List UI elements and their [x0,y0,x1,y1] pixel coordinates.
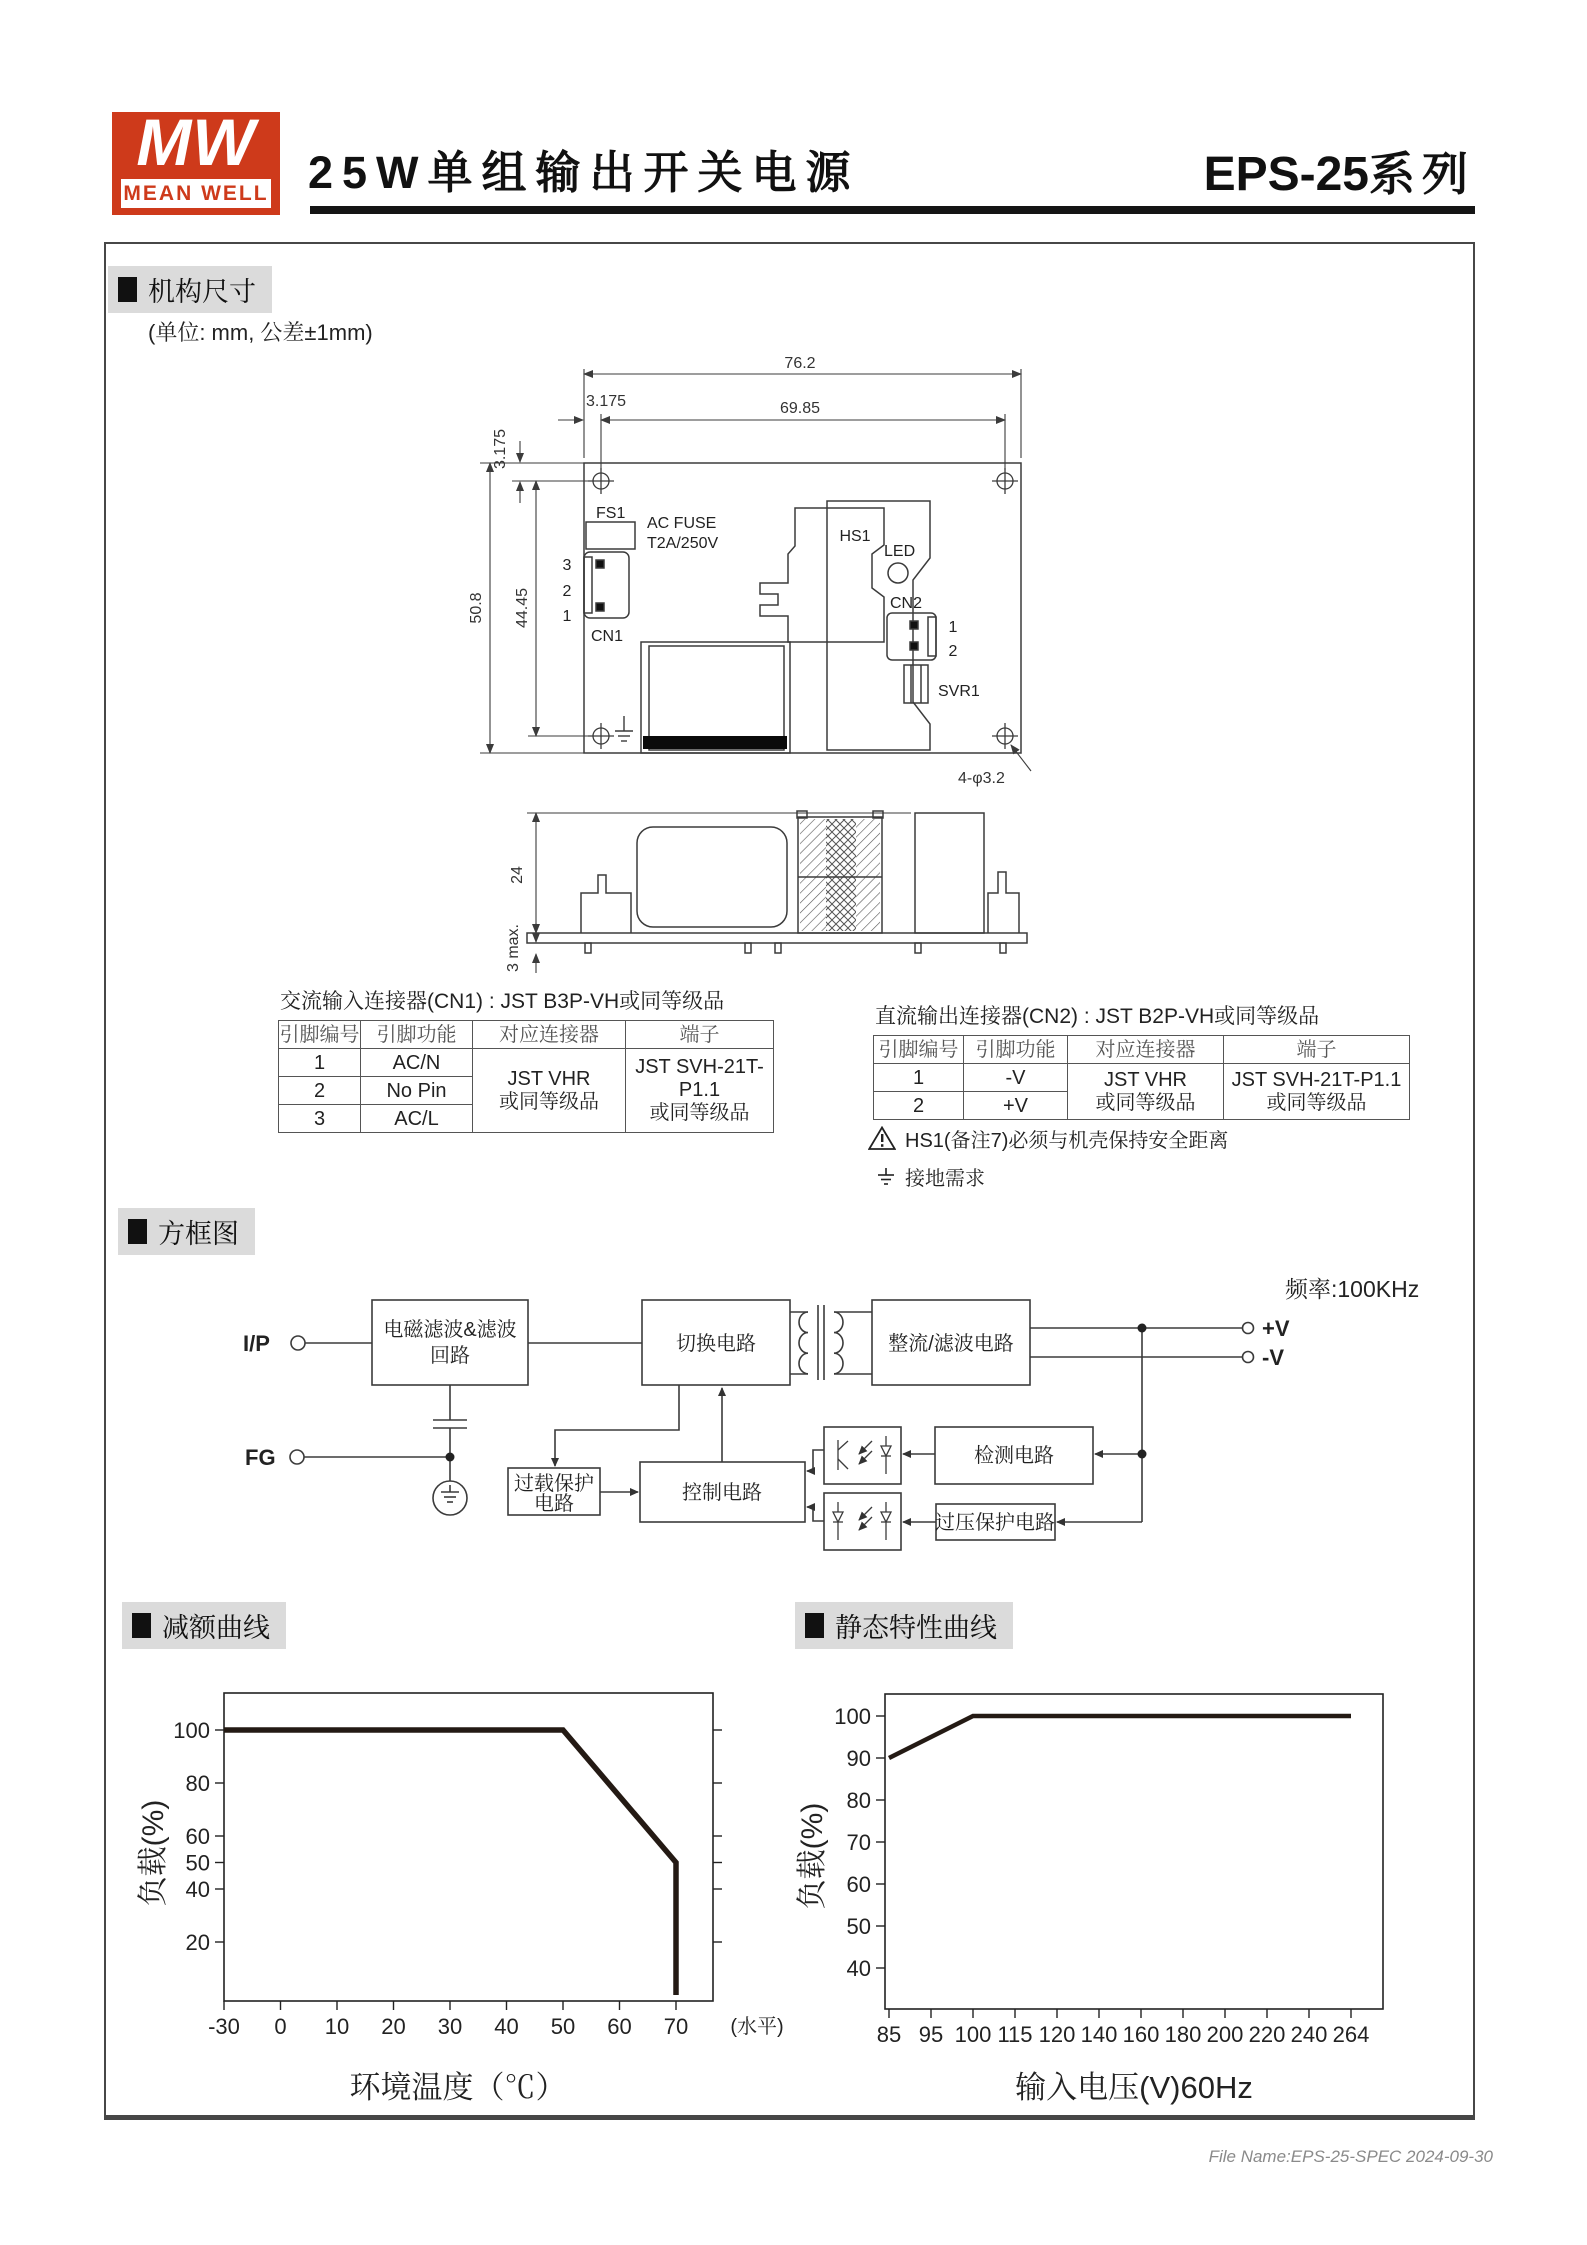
x-tick-label: 264 [1332,2022,1370,2047]
static-ylabel: 负载(%) [796,1802,829,1910]
transformer-primary [799,1312,808,1374]
y-tick-label: 50 [846,1914,871,1939]
unit-note: (单位: mm, 公差±1mm) [148,320,373,345]
top-view [584,463,1021,753]
cn2-pin1: 1 [874,1064,964,1092]
x-tick-label: 50 [550,2014,576,2039]
section-static-label: 静态特性曲线 [835,1613,997,1643]
svr1-label: SVR1 [938,683,980,700]
col-pin-no: 引脚编号 [874,1036,964,1064]
fuse-label-1: AC FUSE [647,515,717,532]
derating-ylabel: 负载(%) [137,1799,170,1907]
cn2-terminal-2: 或同等级品 [1266,1091,1367,1114]
cn2-label: CN2 [890,595,923,612]
overload-label-2: 电路 [534,1493,574,1515]
switching-label: 切换电路 [676,1333,756,1355]
logo-mw-text: MW [136,105,256,179]
emi-filter-box [372,1300,528,1385]
ip-label: I/P [243,1331,270,1356]
dim-offset-v: 3.175 [492,428,509,470]
cn1-terminal-2: 或同等级品 [649,1102,750,1124]
section-static-curve [795,1602,1013,1649]
dim-height: 50.8 [468,592,485,624]
overload-label-1: 过载保护 [514,1473,594,1495]
x-tick-label: 0 [274,2014,287,2039]
cn2-func1: -V [964,1064,1068,1092]
emi-label-1: 电磁滤波&滤波 [383,1319,517,1341]
section-square-icon [128,1219,147,1244]
hs1-label: HS1 [839,528,871,545]
dim-hole-span: 69.85 [779,400,821,417]
y-tick-label: 80 [185,1771,210,1796]
section-square-icon [118,277,137,302]
header-rule [310,206,1475,214]
page-title: 25W单组输出开关电源 [308,147,860,198]
fuse-label-2: T2A/250V [647,535,719,552]
x-tick-label: 115 [997,2022,1033,2047]
cn1-pin-3: 3 [562,557,572,574]
transformer-secondary [834,1312,843,1374]
cn1-pin1: 1 [279,1049,361,1077]
static-xlabel: 输入电压(V)60Hz [1015,2070,1253,2105]
dim-holes: 4-φ3.2 [958,770,1005,787]
cn1-func1: AC/N [361,1049,473,1077]
section-block-diagram [118,1208,255,1255]
x-tick-label: -30 [208,2014,240,2039]
detection-label: 检测电路 [974,1445,1054,1467]
table-row [874,1064,1410,1092]
series-code: EPS-25 [1203,148,1369,201]
dim-width: 76.2 [784,355,816,372]
x-tick-label: 40 [494,2014,519,2039]
control-label: 控制电路 [682,1482,762,1504]
cn1-connector-cell [473,1049,626,1133]
section-mechanical-label: 机构尺寸 [148,277,256,307]
ground-symbol [615,716,633,741]
x-tick-label: 120 [1038,2022,1076,2047]
vminus-label: -V [1262,1345,1284,1370]
fuse-fs1 [586,522,635,549]
emi-label-2: 回路 [430,1345,470,1367]
y-tick-label: 80 [846,1788,871,1813]
derating-plot-area [173,1693,783,2039]
grounding-text: 接地需求 [905,1168,985,1190]
x-tick-label: 160 [1122,2022,1160,2047]
x-tick-label: 85 [876,2022,902,2047]
side-view [527,811,1027,953]
x-axis-suffix: (水平) [730,2016,784,2038]
table-row [279,1049,774,1077]
cn1-func2: No Pin [361,1077,473,1105]
footer-file-info: File Name:EPS-25-SPEC 2024-09-30 [1208,2147,1493,2166]
x-tick-label: 100 [954,2022,992,2047]
cn2-connector-cell [1068,1064,1224,1120]
y-tick-label: 20 [185,1930,210,1955]
dim-pin-max: 3 max. [505,923,522,973]
mechanical-drawing [460,350,1060,995]
cn1-pin-1: 1 [562,608,572,625]
ovp-label: 过压保护电路 [935,1512,1055,1534]
logo-brand-text: MEAN WELL [121,179,271,208]
connector-cn2 [887,613,936,660]
cn1-terminal-cell [626,1049,774,1133]
x-tick-label: 30 [437,2014,463,2039]
side-transformer [797,811,883,933]
frequency-label: 频率:100KHz [1285,1276,1420,1302]
section-square-icon [805,1613,824,1638]
y-tick-label: 60 [846,1872,871,1897]
section-derating [122,1602,286,1649]
cn2-func2: +V [964,1092,1068,1120]
cn2-connector-2: 或同等级品 [1095,1091,1196,1114]
col-connector: 对应连接器 [473,1021,626,1049]
x-tick-label: 140 [1080,2022,1118,2047]
static-chart [790,1650,1490,2120]
cn1-terminal-1: JST SVH-21T-P1.1 [635,1056,764,1101]
fg-terminal [290,1450,304,1464]
transformer-top [641,642,790,753]
plot-border [224,1693,713,2001]
hs1-warning-note [868,1124,1228,1153]
x-tick-label: 240 [1290,2022,1328,2047]
static-plot-area [834,1694,1383,2047]
dim-offset-h: 3.175 [586,393,627,410]
cn1-func3: AC/L [361,1105,473,1133]
x-tick-label: 20 [381,2014,406,2039]
x-tick-label: 200 [1206,2022,1244,2047]
led-indicator [888,563,908,583]
y-tick-label: 100 [834,1704,871,1729]
block-diagram-svg [235,1270,1480,1620]
fg-label: FG [245,1445,276,1470]
ground-icon [876,1167,896,1187]
cn2-terminal-1: JST SVH-21T-P1.1 [1231,1068,1402,1091]
col-connector: 对应连接器 [1068,1036,1224,1064]
led-label: LED [884,543,916,560]
y-tick-label: 40 [185,1877,210,1902]
y-tick-label: 100 [173,1718,210,1743]
optocoupler2-symbol [833,1502,891,1540]
optocoupler1-symbol [838,1436,891,1474]
cn1-pin2: 2 [279,1077,361,1105]
x-tick-label: 70 [663,2014,689,2039]
cn2-pin-2: 2 [948,643,958,660]
vplus-terminal [1243,1323,1254,1334]
cn1-connector-2: 或同等级品 [499,1090,599,1113]
mounting-holes [588,468,1018,749]
meanwell-logo [112,105,280,215]
derating-xlabel: 环境温度（℃） [349,2070,567,2105]
y-tick-label: 50 [185,1850,210,1876]
cn2-table [873,1035,1410,1120]
data-line [889,1716,1351,1758]
series-suffix: 系列 [1369,148,1475,200]
table-header-row [874,1036,1410,1064]
plot-border [885,1694,1383,2009]
col-pin-no: 引脚编号 [279,1021,361,1049]
cn1-label: CN1 [591,628,624,645]
side-heatsink [915,813,984,933]
y-tick-label: 70 [846,1830,871,1855]
cn1-table [278,1020,774,1133]
hs1-warning-text: HS1(备注7)必须与机壳保持安全距离 [905,1130,1229,1152]
cn2-connector-1: JST VHR [1104,1068,1187,1091]
cn1-connector-1: JST VHR [507,1067,591,1090]
cn1-table-title: 交流输入连接器(CN1) : JST B3P-VH或同等级品 [280,990,725,1013]
grounding-note [876,1162,985,1191]
side-capacitor [637,827,787,927]
cn2-table-block [873,1000,1410,1120]
side-pin-right [988,872,1019,933]
vminus-terminal [1243,1352,1254,1363]
col-pin-func: 引脚功能 [361,1021,473,1049]
cn2-pin2: 2 [874,1092,964,1120]
cn2-table-title: 直流输出连接器(CN2) : JST B2P-VH或同等级品 [875,1005,1320,1028]
y-tick-label: 90 [846,1746,871,1771]
connector-cn1 [584,552,629,618]
x-tick-label: 10 [324,2014,350,2039]
dim-side-height: 24 [509,866,526,884]
vplus-label: +V [1262,1316,1290,1341]
y-tick-label: 60 [185,1824,210,1849]
section-square-icon [132,1613,151,1638]
data-line [224,1730,676,1995]
series-title [1204,138,1475,204]
x-tick-label: 180 [1164,2022,1202,2047]
x-tick-label: 60 [607,2014,632,2039]
col-terminal: 端子 [1224,1036,1410,1064]
cn1-table-block [278,985,774,1133]
section-derating-label: 减额曲线 [162,1613,270,1643]
rectifier-label: 整流/滤波电路 [888,1333,1014,1355]
ip-terminal [291,1336,305,1350]
trimmer-svr1 [904,665,928,703]
section-block-label: 方框图 [158,1219,239,1249]
cn1-pin-2: 2 [562,583,572,600]
cn2-terminal-cell [1224,1064,1410,1120]
table-header-row [279,1021,774,1049]
section-mechanical [108,266,272,313]
fs1-label: FS1 [596,505,626,522]
x-tick-label: 220 [1248,2022,1286,2047]
y-tick-label: 40 [846,1956,871,1981]
cn2-pin-1: 1 [948,619,958,636]
derating-chart [130,1650,810,2120]
dim-hole-height: 44.45 [514,587,531,629]
x-tick-label: 95 [918,2022,944,2047]
warning-icon [868,1126,896,1151]
col-terminal: 端子 [626,1021,774,1049]
side-pin-left [581,875,631,933]
cn1-pin3: 3 [279,1105,361,1133]
col-pin-func: 引脚功能 [964,1036,1068,1064]
